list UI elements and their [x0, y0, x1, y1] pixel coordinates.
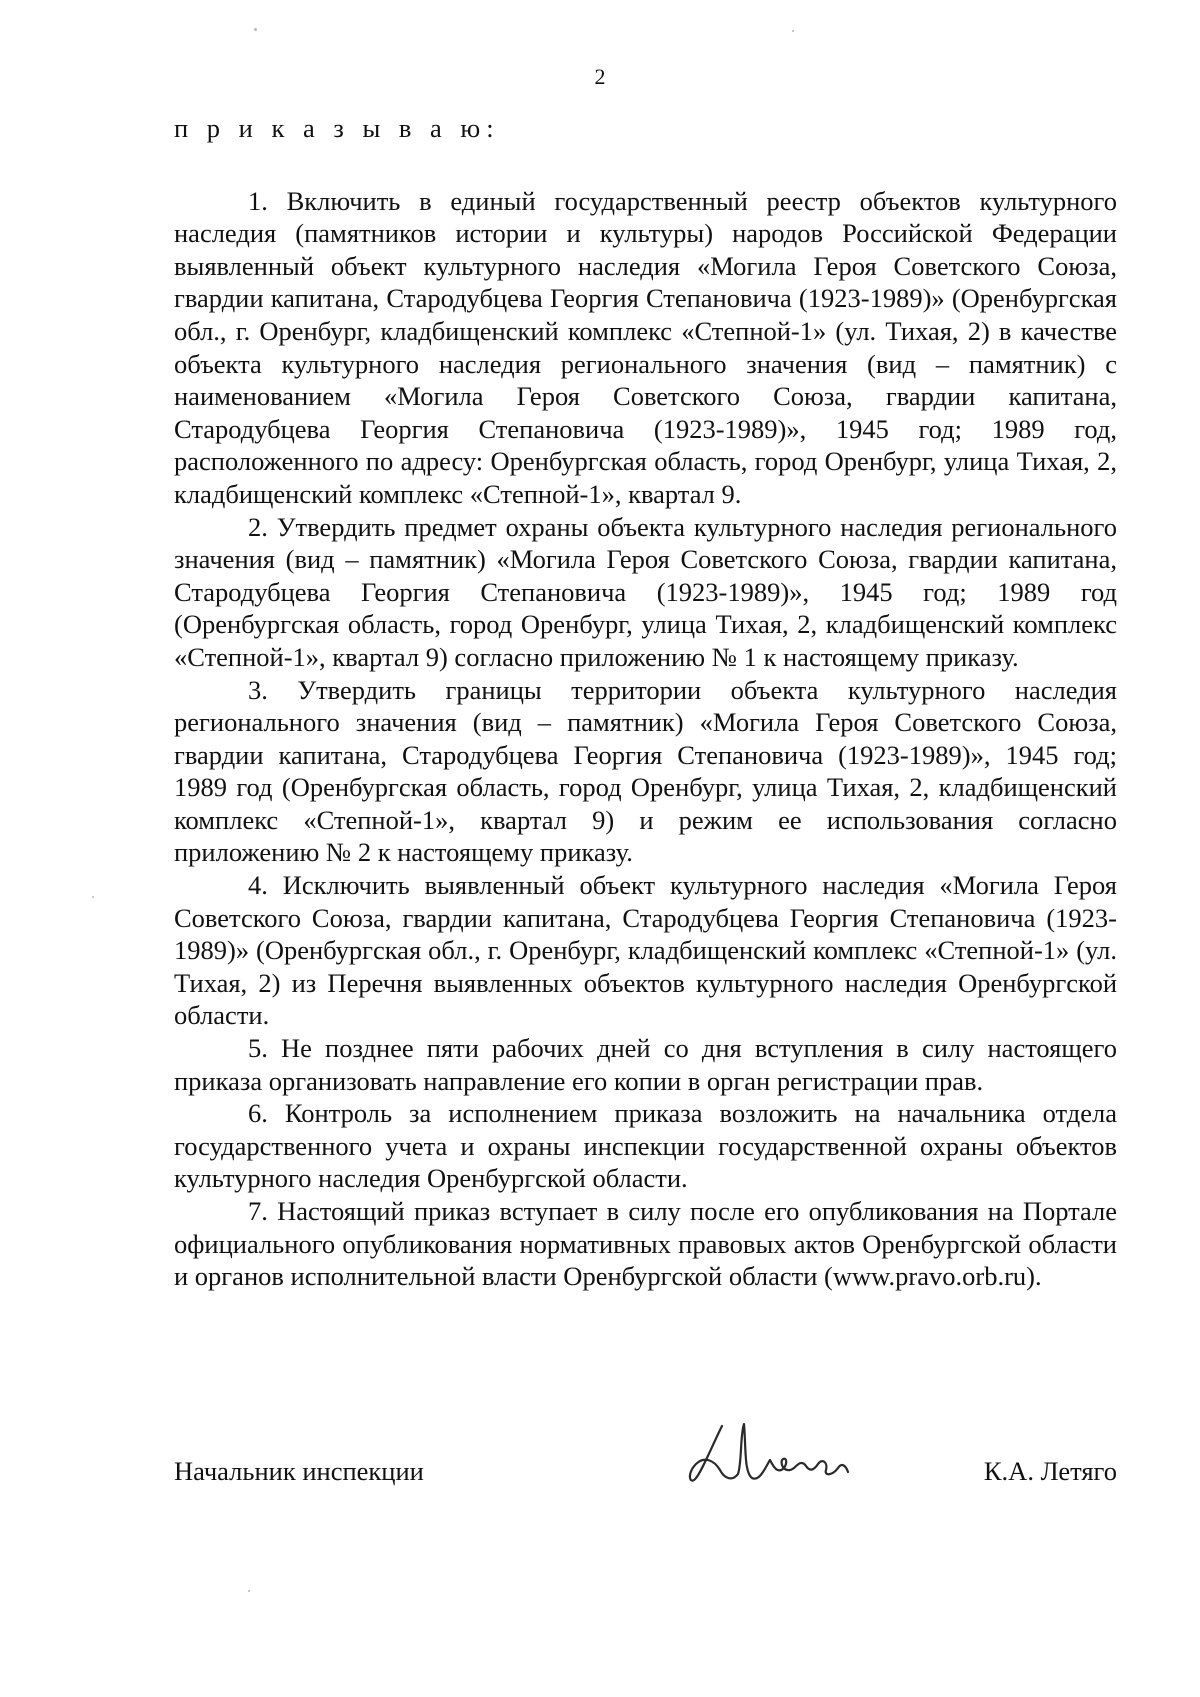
order-item-1: 1. Включить в единый государственный реестр объектов культурного наследия (памятников истории и культуры) народов Российской Федерации выявленный объект культурного наследия «Могила Героя Советского Союза, гвардии капитана, Стародубцева Георгия Степановича (1923-1989)» (Оренбургская обл., г. Оренбург, кладбищенский комплекс «Степной-1» (ул. Тихая, 2) в качестве объекта культурного наследия регионального значения (вид – памятник) с наименованием «Могила Героя Советского Союза, гвардии капитана, Стародубцева Георгия Степановича (1923-1989)», 1945 год; 1989 год, расположенного по адресу: Оренбургская область, город Оренбург, улица Тихая, 2, кладбищенский комплекс «Степной-1», квартал 9. — [174, 185, 1117, 509]
order-item-6: 6. Контроль за исполнением приказа возложить на начальника отдела государственного учета и охраны инспекции государственной охраны объектов культурного наследия Оренбургской области. — [174, 1098, 1117, 1194]
order-opening: п р и к а з ы в а ю: — [174, 113, 500, 143]
order-item-3: 3. Утвердить границы территории объекта культурного наследия регионального значения (вид – памятник) «Могила Героя Советского Союза, гвардии капитана, Стародубцева Георгия Степановича (1923-1989)», 1945 год; 1989 год (Оренбургская область, город Оренбург, улица Тихая, 2, кладбищенский комплекс «Степной-1», квартал 9) и режим ее использования согласно приложению № 2 к настоящему приказу. — [174, 674, 1117, 868]
signatory-name: К.А. Летяго — [983, 1456, 1117, 1486]
handwritten-signature — [682, 1416, 862, 1496]
scan-speck — [248, 1590, 250, 1592]
order-item-2: 2. Утвердить предмет охраны объекта культурного наследия регионального значения (вид – памятник) «Могила Героя Советского Союза, гвардии капитана, Стародубцева Георгия Степановича (1923-1989)», 1945 год; 1989 год (Оренбургская область, город Оренбург, улица Тихая, 2, кладбищенский комплекс «Степной-1», квартал 9) согласно приложению № 1 к настоящему приказу. — [174, 511, 1117, 672]
scan-speck — [792, 30, 794, 32]
signature-block — [174, 1438, 1117, 1498]
scan-speck — [254, 28, 257, 31]
scan-speck — [92, 896, 94, 898]
order-item-5: 5. Не позднее пяти рабочих дней со дня вступления в силу настоящего приказа организовать направление его копии в орган регистрации прав. — [174, 1033, 1117, 1096]
page-number: 2 — [594, 64, 606, 89]
order-item-7: 7. Настоящий приказ вступает в силу после его опубликования на Портале официального опубликования нормативных правовых актов Оренбургской области и органов исполнительной власти Оренбургской области (www.pravo.orb.ru). — [174, 1196, 1117, 1292]
order-item-4: 4. Исключить выявленный объект культурного наследия «Могила Героя Советского Союза, гвардии капитана, Стародубцева Георгия Степановича (1923-1989)» (Оренбургская обл., г. Оренбург, кладбищенский комплекс «Степной-1» (ул. Тихая, 2) из Перечня выявленных объектов культурного наследия Оренбургской области. — [174, 870, 1117, 1031]
signatory-position: Начальник инспекции — [174, 1456, 424, 1486]
order-body — [174, 112, 1117, 1293]
